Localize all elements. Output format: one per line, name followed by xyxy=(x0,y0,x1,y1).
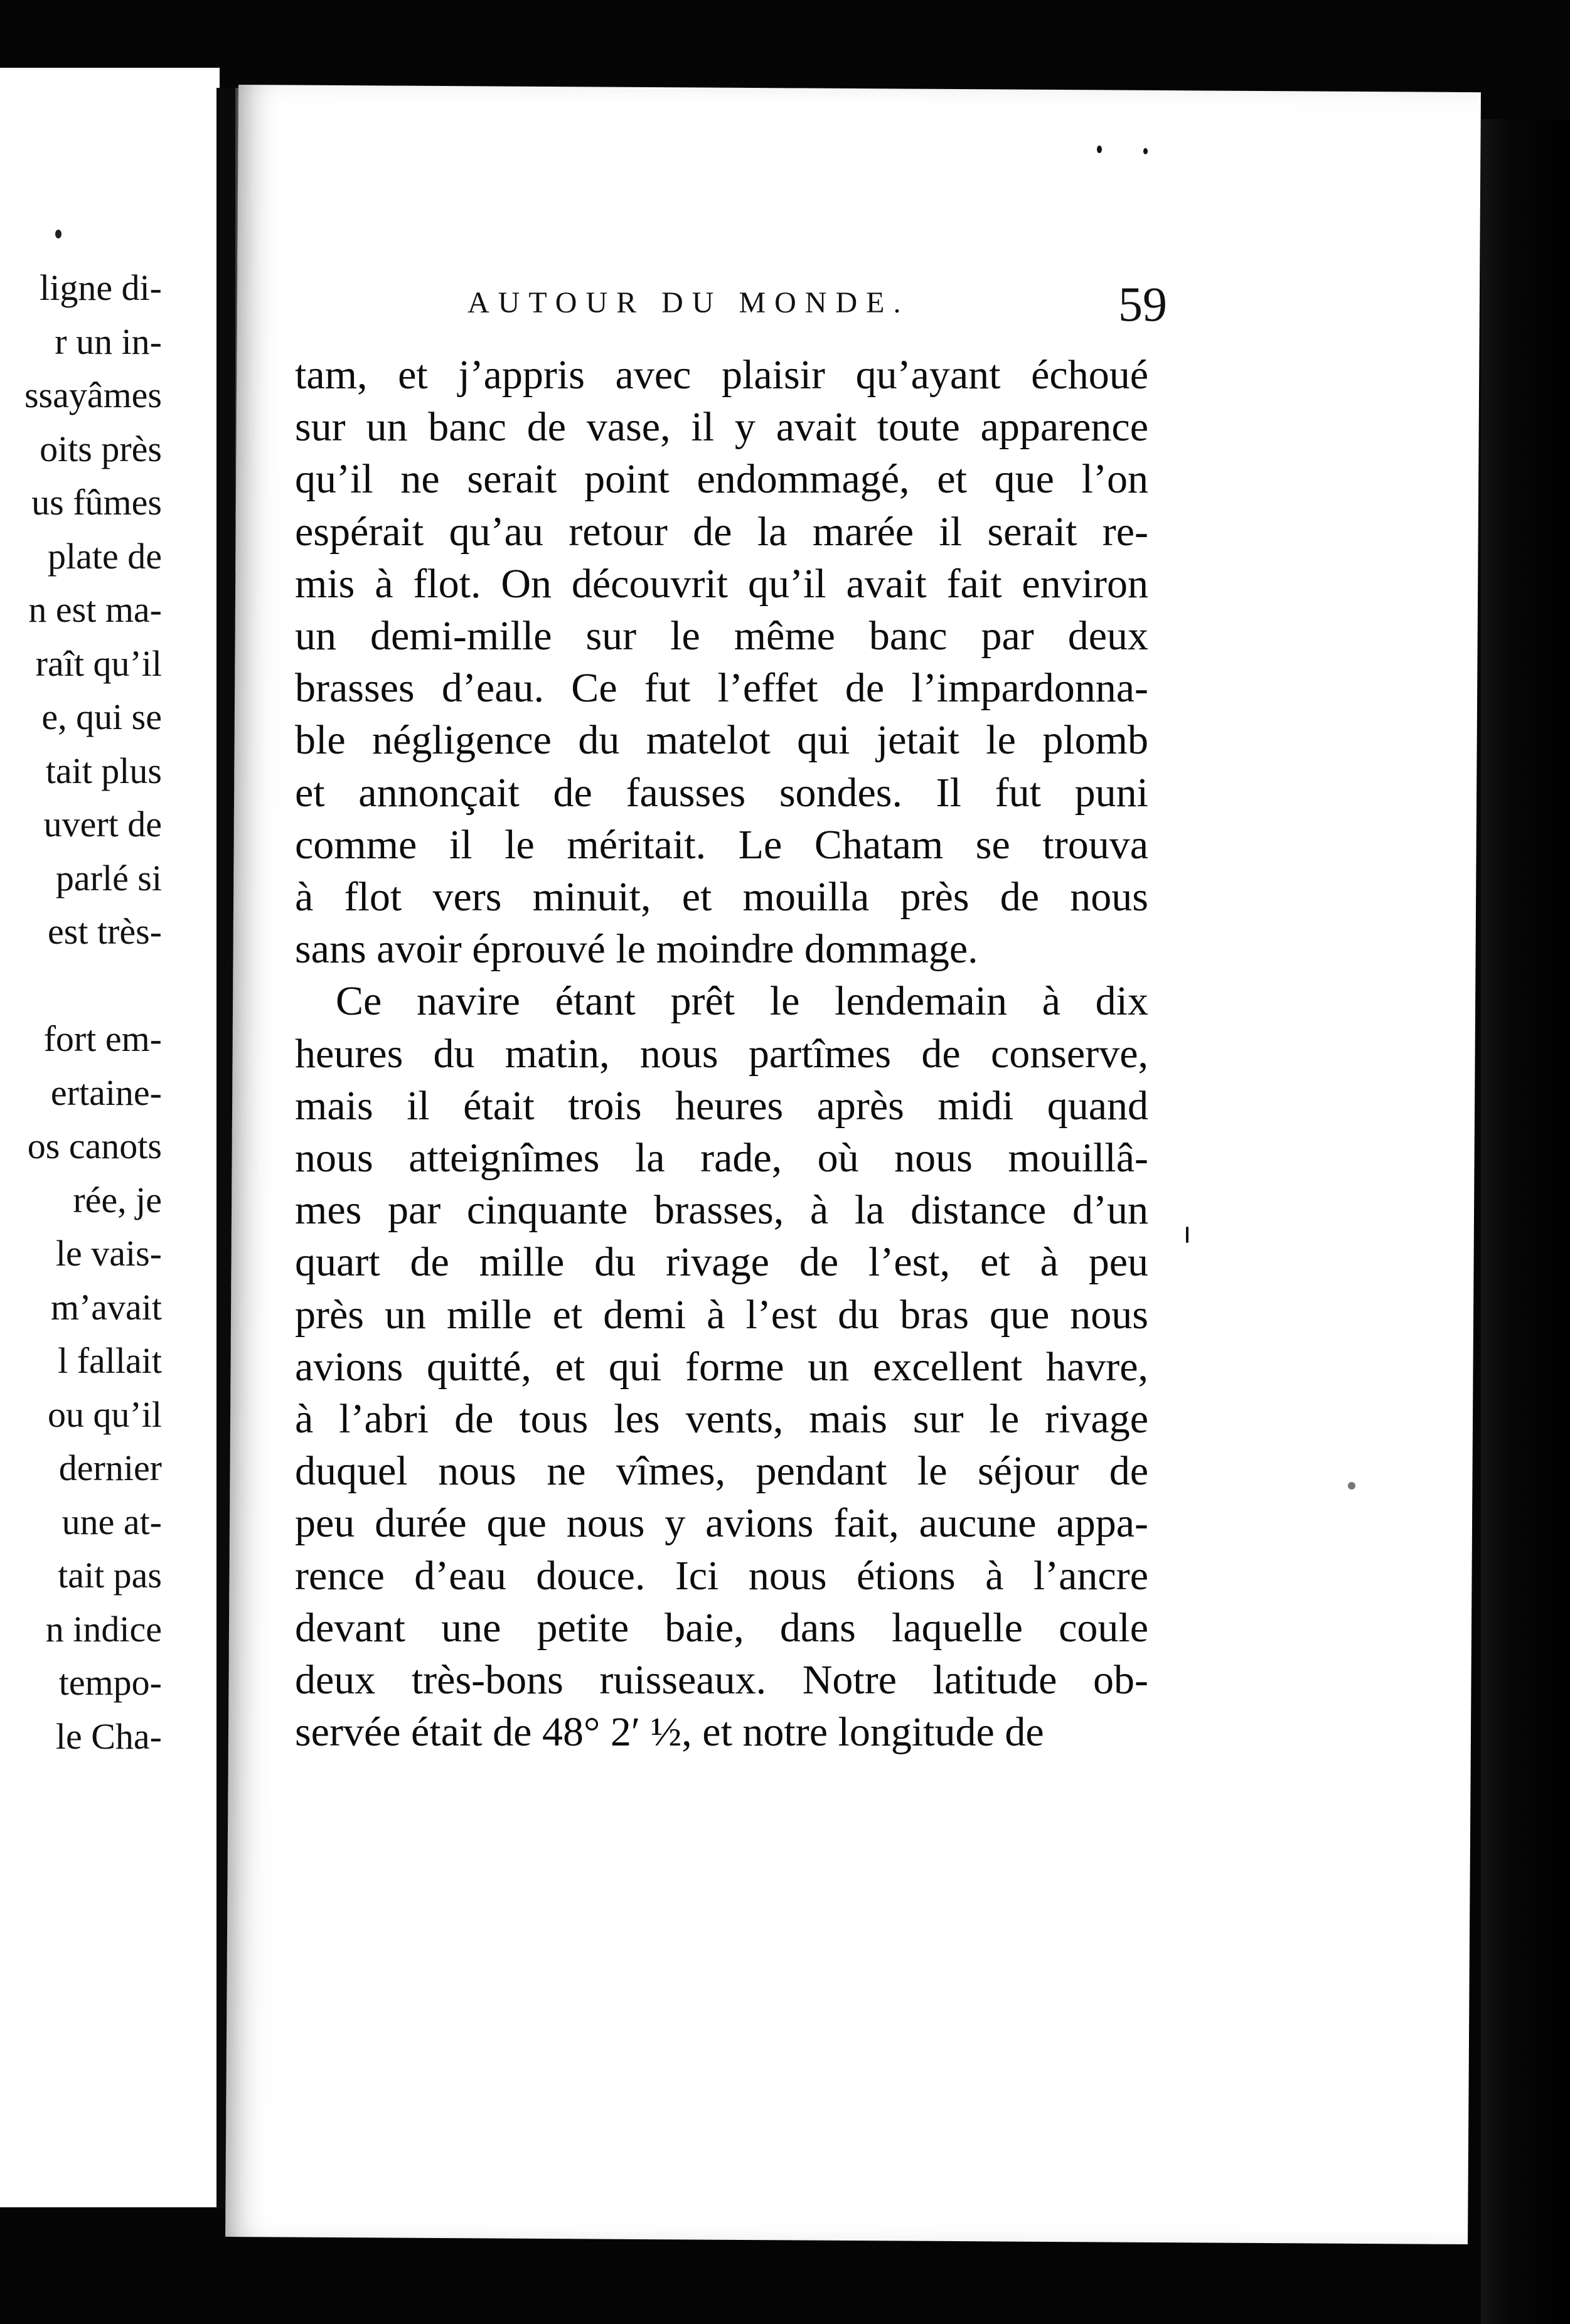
text-line-fragment: n indice xyxy=(45,1608,162,1650)
text-line-fragment: tait plus xyxy=(45,750,162,791)
text-line: mes par cinquante brasses, à la distance d’un xyxy=(295,1187,1148,1234)
text-line-fragment: le vais- xyxy=(55,1233,162,1274)
text-line: tam, et j’appris avec plaisir qu’ayant échoué xyxy=(295,352,1148,398)
text-line: un demi-mille sur le même banc par deux xyxy=(295,613,1148,659)
text-line: nous atteignîmes la rade, où nous mouillâ- xyxy=(295,1135,1148,1181)
text-line-fragment: une at- xyxy=(61,1501,162,1542)
text-line: Ce navire étant prêt le lendemain à dix xyxy=(336,978,1148,1025)
text-line-fragment: ertaine- xyxy=(50,1072,162,1113)
text-line-fragment: ou qu’il xyxy=(47,1394,162,1435)
text-line-fragment: m’avait xyxy=(50,1286,162,1328)
text-line-fragment: raît qu’il xyxy=(35,642,162,684)
text-line: près un mille et demi à l’est du bras que nous xyxy=(295,1291,1148,1338)
text-line-fragment: rée, je xyxy=(73,1179,162,1220)
text-line-fragment: tait pas xyxy=(58,1555,162,1596)
text-line-fragment: tempo- xyxy=(58,1662,162,1703)
text-line-fragment: l fallait xyxy=(58,1340,162,1381)
text-line: ble négligence du matelot qui jetait le plomb xyxy=(295,717,1148,764)
text-line: et annonçait de fausses sondes. Il fut puni xyxy=(295,769,1148,816)
text-line-fragment: ssayâmes xyxy=(24,375,162,415)
text-line: servée était de 48° 2′ ½, et notre longitude de xyxy=(295,1709,1044,1756)
text-line-fragment: uvert de xyxy=(43,804,162,845)
text-line-fragment: plate de xyxy=(48,535,162,577)
text-line-fragment: e, qui se xyxy=(41,696,162,737)
ink-speck xyxy=(1097,146,1102,153)
text-line-fragment: us fûmes xyxy=(31,482,162,523)
text-line: quart de mille du rivage de l’est, et à peu xyxy=(295,1239,1148,1286)
text-line: mis à flot. On découvrit qu’il avait fait environ xyxy=(295,560,1148,607)
text-line-fragment: fort em- xyxy=(43,1018,162,1059)
ink-speck xyxy=(1348,1482,1355,1490)
text-line: rence d’eau douce. Ici nous étions à l’ancre xyxy=(295,1552,1148,1599)
ink-speck xyxy=(55,230,61,238)
text-line-fragment: parlé si xyxy=(55,857,162,898)
text-line: heures du matin, nous partîmes de conserve, xyxy=(295,1030,1148,1077)
text-line-fragment: n est ma- xyxy=(28,589,162,630)
text-line: mais il était trois heures après midi quand xyxy=(295,1082,1148,1129)
page-number: 59 xyxy=(1118,277,1167,331)
text-line-fragment: est très- xyxy=(48,911,162,952)
text-line: espérait qu’au retour de la marée il serait re- xyxy=(295,508,1148,555)
text-line-fragment: le Cha- xyxy=(55,1715,162,1757)
text-line: duquel nous ne vîmes, pendant le séjour de xyxy=(295,1448,1148,1495)
text-line: brasses d’eau. Ce fut l’effet de l’impardonna- xyxy=(295,665,1148,712)
text-line-fragment: r un in- xyxy=(55,321,162,362)
text-line: peu durée que nous y avions fait, aucune appa- xyxy=(295,1500,1148,1547)
text-line: avions quitté, et qui forme un excellent havre, xyxy=(295,1343,1148,1390)
text-line-fragment: oits près xyxy=(40,428,162,469)
text-line-fragment: dernier xyxy=(58,1447,162,1488)
text-line-fragment: os canots xyxy=(27,1126,162,1166)
text-line: sans avoir éprouvé le moindre dommage. xyxy=(295,926,978,973)
text-line: à l’abri de tous les vents, mais sur le rivage xyxy=(295,1396,1148,1442)
page-edge-shadow xyxy=(1481,119,1570,2324)
text-line: deux très-bons ruisseaux. Notre latitude ob- xyxy=(295,1657,1148,1703)
text-line: comme il le méritait. Le Chatam se trouva xyxy=(295,821,1148,868)
previous-page xyxy=(0,68,220,2207)
text-line: à flot vers minuit, et mouilla près de nous xyxy=(295,874,1148,920)
running-head: AUTOUR DU MONDE. xyxy=(467,286,910,319)
text-line: qu’il ne serait point endommagé, et que l’on xyxy=(295,456,1148,503)
text-line-fragment: ligne di- xyxy=(40,267,162,308)
ink-speck xyxy=(1143,148,1148,154)
ink-mark xyxy=(1186,1227,1188,1243)
text-line: sur un banc de vase, il y avait toute apparence xyxy=(295,404,1148,450)
text-line: devant une petite baie, dans laquelle coule xyxy=(295,1604,1148,1651)
